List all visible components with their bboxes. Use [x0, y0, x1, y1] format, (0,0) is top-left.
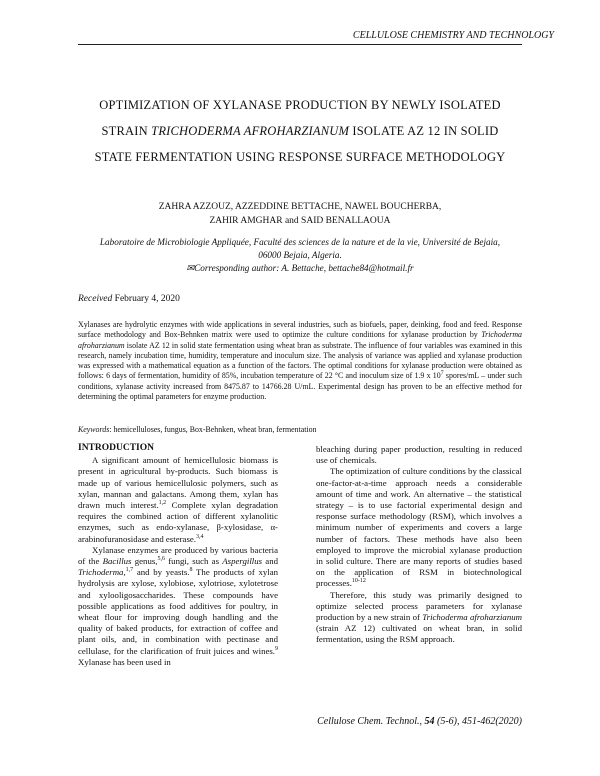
corresponding-author: ✉Corresponding author: A. Bettache, bettache84@hotmail.fr [186, 263, 414, 273]
affiliation: Laboratoire de Microbiologie Appliquée, Faculté des sciences de la nature et de la vie, Université de Bejaia, 06000 Bejaia, Algeria. ✉Corresponding author: A. Bettache, bettache84@hotmail.fr [90, 236, 510, 275]
section-heading: INTRODUCTION [78, 443, 155, 453]
paragraph: Xylanase enzymes are produced by various bacteria of the Bacillus genus,$^{5,6}$ fungi, such as Aspergillus and Trichoderma,$^{1,7}$ and by yeasts.$^8$ The products of xylan hydrolysis are xylose, xylobiose, xylotriose, xylotetrose and xylooligosaccharides. These compounds have possible applications as food additives for poultry, in wheat flour for improving dough handling and the quality of baked products, for extraction of coffee and plant oils, and, in combination with pectinase and cellulase, for the clarification of fruit juices and wines.$^9$ Xylanase has been used in [78, 544, 279, 667]
left-column [78, 443, 278, 668]
paragraph: The optimization of culture conditions by the classical one-factor-at-a-time approach needs a considerable amount of time and work. An alternative – the statistical strategy – is to use factorial experimental design and response surface methodology (RSM), which involves a minimum number of experiments and covers a large number of factors. These methods have also been employed to improve the microbial xylanase production in solid culture. There are many reports of studies based on the application of RSM in biotechnological processes.$^{10-12}$ [316, 466, 522, 589]
paragraph: Therefore, this study was primarily designed to optimize selected process parameters for xylanase production by a new strain of Trichoderma afroharzianum (strain AZ 12) cultivated on wheat bran, in solid fermentation, using the RSM approach. [316, 589, 522, 645]
paragraph: A significant amount of hemicellulosic biomass is present in agricultural by-products. Such biomass is made up of various hemicellulosic polymers, such as xylan, mannan and galactans. Among them, xylan has drawn much interest.$^{1,2}$ Complete xylan degradation requires the combined action of different xylanolitic enzymes, such as endo-xylanase, β-xylosidase, α-arabinofuranosidase and esterase.$^{3,4}$ [78, 455, 278, 544]
citation-footer: Cellulose Chem. Technol., 54 (5-6), 451-462(2020) [317, 716, 522, 727]
keywords: Keywords: hemicelluloses, fungus, Box-Behnken, wheat bran, fermentation [78, 425, 317, 434]
right-column [316, 444, 522, 646]
received-date: Received February 4, 2020 [78, 294, 180, 304]
author-list: ZAHRA AZZOUZ, AZZEDDINE BETTACHE, NAWEL BOUCHERBA, ZAHIR AMGHAR and SAID BENALLAOUA [158, 202, 442, 226]
journal-header: CELLULOSE CHEMISTRY AND TECHNOLOGY [352, 30, 554, 41]
paragraph: bleaching during paper production, resulting in reduced use of chemicals. [316, 444, 522, 466]
abstract: Xylanases are hydrolytic enzymes with wide applications in several industries, such as biofuels, paper, deinking, food and feed. Response surface methodology and Box-Behnken matrix were used to optimize the culture conditions for xylanase production by Trichoderma afroharzianum isolate AZ 12 in solid state fermentation using wheat bran as substrate. The influence of four variables was examined in this research, namely incubation time, humidity, temperature and inoculum size. The analysis of variance was applied and xylanase production was expressed with a mathematical equation as a function of the factors. The optimal conditions for xylanase production were obtained as follows: 6 days of fermentation, humidity of 85%, incubation temperature of 22 °C and inoculum size of 1.9 x $10^7$ spores/mL – under such conditions, xylanase activity increased from 8475.87 to 14766.28 U/mL. Experimental design has proven to be an effective method for determining the optimal parameters for enzyme production. [78, 320, 522, 402]
paper-title: OPTIMIZATION OF XYLANASE PRODUCTION BY NEWLY ISOLATED STRAIN TRICHODERMA AFROHARZIANUM ISOLATE AZ 12 IN SOLID STATE FERMENTATION USING RESPONSE SURFACE METHODOLOGY [94, 98, 506, 164]
header-divider [78, 44, 522, 45]
title-species: TRICHODERMA AFROHARZIANUM [151, 124, 350, 138]
